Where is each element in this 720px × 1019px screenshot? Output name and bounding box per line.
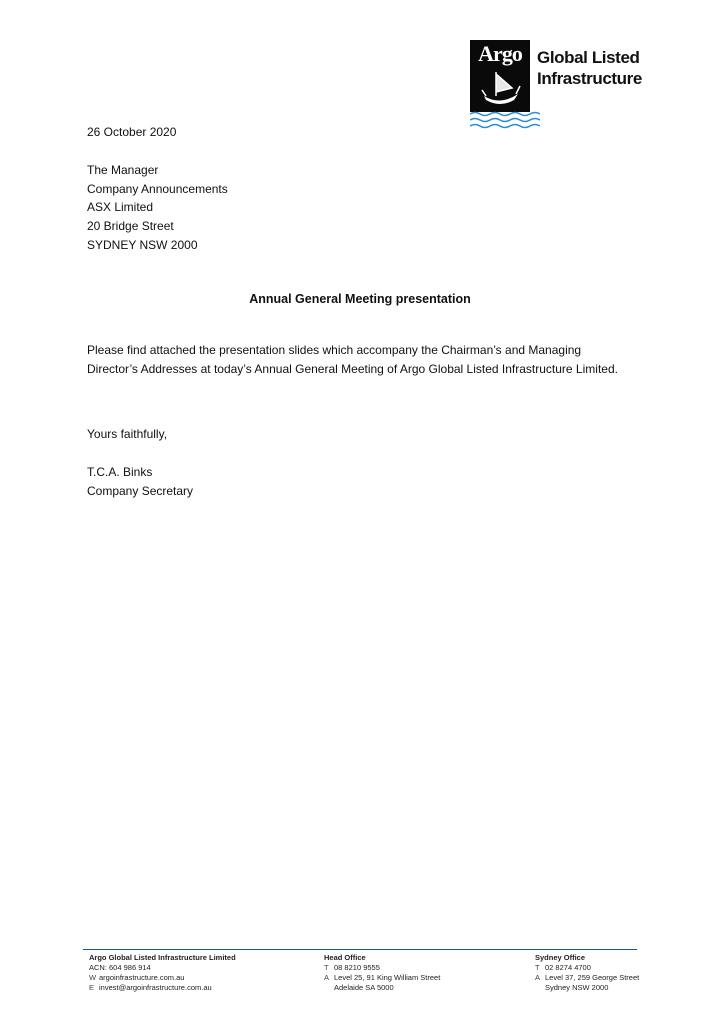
letter-heading: Annual General Meeting presentation: [249, 292, 471, 306]
body-paragraph-line: Director’s Addresses at today’s Annual General Meeting of Argo Global Listed Infrastructure Limited.: [87, 362, 618, 376]
footer-head-office-title: Head Office: [324, 953, 366, 962]
logo-name: [537, 47, 647, 89]
footer-web-label: W: [89, 973, 97, 982]
footer-address-label: A: [324, 973, 330, 982]
logo-box: [470, 40, 530, 112]
logo-name-line2: Infrastructure: [537, 69, 642, 88]
footer-sydney-office-title: Sydney Office: [535, 953, 586, 962]
signatory-name: T.C.A. Binks: [87, 465, 153, 479]
footer-sydney-office-phone: 02 8274 4700: [545, 963, 591, 972]
footer-email-link[interactable]: invest@argoinfrastructure.com.au: [99, 983, 212, 992]
footer-head-office-address2: Adelaide SA 5000: [334, 983, 394, 992]
addressee-line: Company Announcements: [87, 182, 228, 196]
footer-head-office-address1: Level 25, 91 King William Street: [334, 973, 441, 982]
footer-email-label: E: [89, 983, 95, 992]
addressee-line: 20 Bridge Street: [87, 219, 174, 233]
footer-phone-label: T: [324, 963, 329, 972]
addressee-line: SYDNEY NSW 2000: [87, 238, 198, 252]
footer-divider: [83, 949, 637, 950]
closing: Yours faithfully,: [87, 427, 168, 441]
signatory-title: Company Secretary: [87, 484, 194, 498]
addressee-line: ASX Limited: [87, 200, 154, 214]
footer-company: [89, 953, 236, 993]
company-logo: [470, 40, 640, 130]
body-paragraph-line: Please find attached the presentation slides which accompany the Chairman’s and Managing: [87, 343, 582, 357]
footer-company-title: Argo Global Listed Infrastructure Limited: [89, 953, 236, 962]
footer-address-label: A: [535, 973, 541, 982]
footer-sydney-office-address2: Sydney NSW 2000: [545, 983, 609, 992]
letter-date: 26 October 2020: [87, 125, 177, 139]
footer-head-office-phone: 08 8210 9555: [334, 963, 380, 972]
addressee-line: The Manager: [87, 163, 159, 177]
ship-icon: [478, 66, 522, 110]
footer-acn: ACN: 604 986 914: [89, 963, 151, 972]
logo-wordmark: Argo: [478, 41, 522, 66]
logo-name-line1: Global Listed: [537, 48, 640, 67]
waves-icon: [470, 110, 540, 130]
footer-head-office: [324, 953, 440, 993]
footer-phone-label: T: [535, 963, 540, 972]
footer-website-link[interactable]: argoinfrastructure.com.au: [99, 973, 185, 982]
footer-sydney-office: [535, 953, 639, 993]
footer-sydney-office-address1: Level 37, 259 George Street: [545, 973, 640, 982]
